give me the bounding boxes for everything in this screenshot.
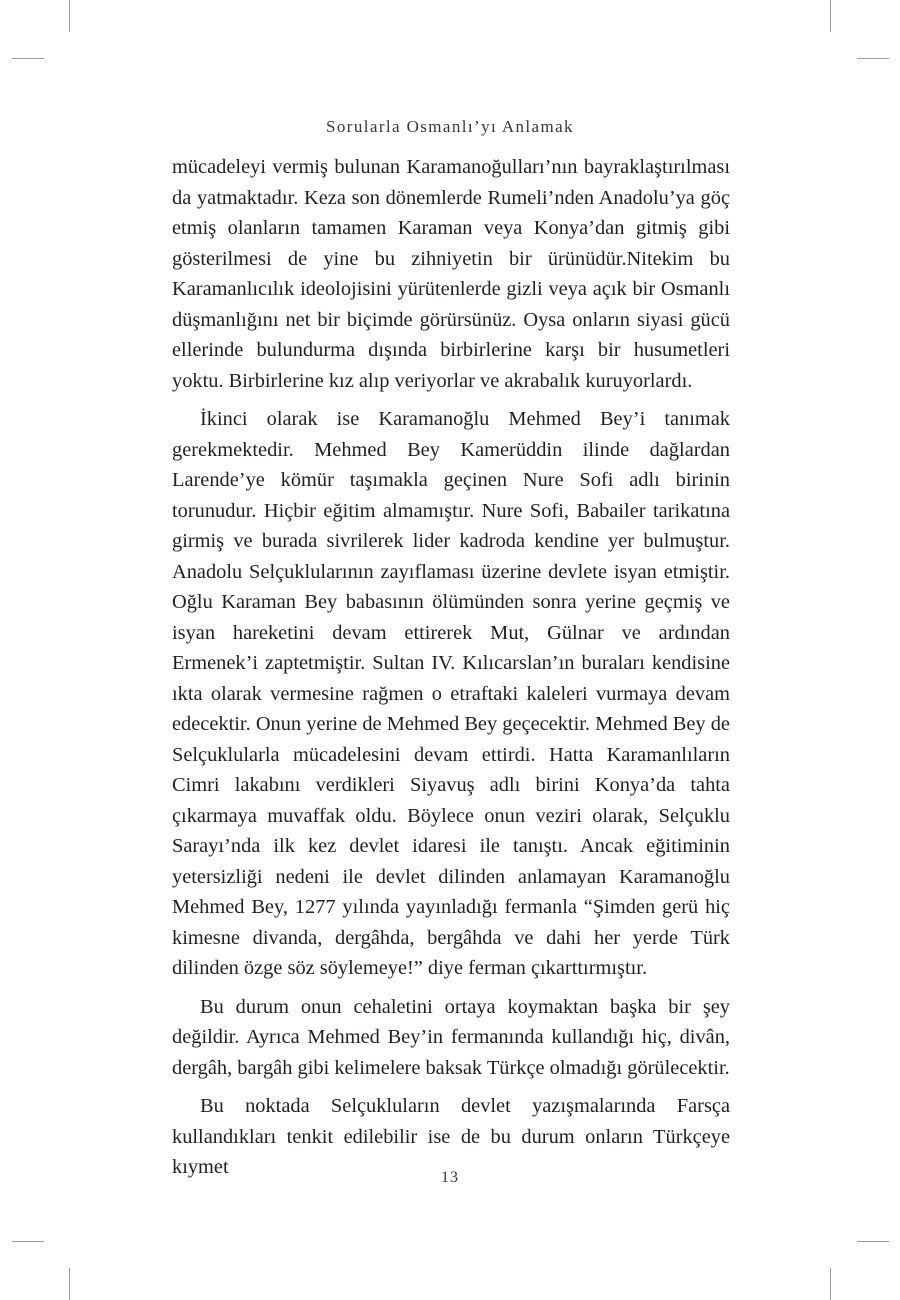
crop-mark-bottom-left: [69, 1268, 70, 1300]
crop-mark-left-bottom: [12, 1241, 44, 1242]
crop-mark-top-right: [830, 0, 831, 32]
paragraph: mücadeleyi vermiş bulunan Karamanoğulları’nın bayraklaştırılması da yatmaktadır. Keza son dönemlerde Rumeli’nden Anadolu’ya göç etmiş olanların tamamen Karaman veya Konya’dan gitmiş gibi gösterilmesi de yine bu zihniyetin bir ürünüdür.Nitekim bu Karamanlıcılık ideolojisini yürütenlerde gizli veya açık bir Osmanlı düşmanlığını net bir biçimde görürsünüz. Oysa onların siyasi gücü ellerinde bulundurma dışında birbirlerine karşı bir husumetleri yoktu. Birbirlerine kız alıp veriyorlar ve akrabalık kuruyorlardı.: [172, 156, 730, 392]
crop-mark-right-top: [857, 58, 889, 59]
crop-mark-top-left: [69, 0, 70, 32]
paragraph: Bu noktada Selçukluların devlet yazışmalarında Farsça kullandıkları tenkit edilebilir ise de bu durum onların Türkçeye kıymet: [172, 1095, 730, 1178]
crop-mark-right-bottom: [857, 1241, 889, 1242]
crop-mark-bottom-right: [830, 1268, 831, 1300]
paragraph: Bu durum onun cehaletini ortaya koymaktan başka bir şey değildir. Ayrıca Mehmed Bey’in fermanında kullandığı hiç, divân, dergâh, bargâh gibi kelimelere baksak Türkçe olmadığı görülecektir.: [172, 995, 730, 1079]
running-head: Sorularla Osmanlı’yı Anlamak: [326, 117, 574, 136]
crop-mark-left-top: [12, 58, 44, 59]
body-text: [172, 152, 730, 1183]
paragraph: İkinci olarak ise Karamanoğlu Mehmed Bey’i tanımak gerekmektedir. Mehmed Bey Kamerüddin ilinde dağlardan Larende’ye kömür taşımakla geçinen Nure Sofi adlı birinin torunudur. Hiçbir eğitim almamıştır. Nure Sofi, Babailer tarikatına girmiş ve burada sivrilerek lider kadroda kendine yer bulmuştur. Anadolu Selçuklularının zayıflaması üzerine devlete isyan etmiştir. Oğlu Karaman Bey babasının ölümünden sonra yerine geçmiş ve isyan hareketini devam ettirerek Mut, Gülnar ve ardından Ermenek’i zaptetmiştir. Sultan IV. Kılıcarslan’ın buraları kendisine ıkta olarak vermesine rağmen o etraftaki kaleleri vurmaya devam edecektir. Onun yerine de Mehmed Bey geçecektir. Mehmed Bey de Selçuklularla mücadelesini devam ettirdi. Hatta Karamanlıların Cimri lakabını verdikleri Siyavuş adlı birini Konya’da tahta çıkarmaya muvaffak oldu. Böylece onun veziri olarak, Selçuklu Sarayı’nda ilk kez devlet idaresi ile tanıştı. Ancak eğitiminin yetersizliği nedeni ile devlet dilinden anlamayan Karamanoğlu Mehmed Bey, 1277 yılında yayınladığı fermanla “Şimden gerü hiç kimesne divanda, dergâhda, bergâhda ve dahi her yerde Türk dilinden özge söz söylemeye!” diye ferman çıkarttırmıştır.: [172, 408, 730, 979]
page-number: 13: [441, 1169, 459, 1186]
